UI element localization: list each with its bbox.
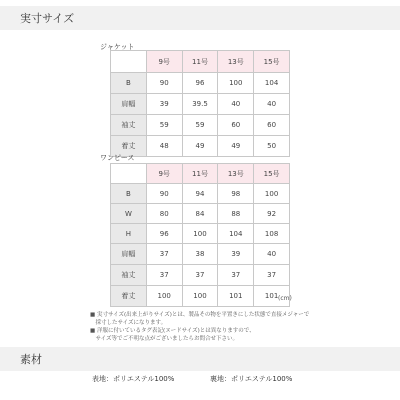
measurement-label: W [111, 204, 147, 224]
measurement-value: 40 [254, 244, 290, 265]
measurement-label: 肩幅 [111, 244, 147, 265]
measurement-value: 40 [218, 94, 254, 115]
measurement-value: 92 [254, 204, 290, 224]
measurement-value: 90 [146, 184, 182, 204]
measurement-value: 50 [254, 136, 290, 157]
table-header-row [111, 164, 290, 184]
measurement-value: 39 [146, 94, 182, 115]
outer-fabric-value: ポリエステル100% [113, 375, 175, 383]
table-row [111, 73, 290, 94]
measurement-label: H [111, 224, 147, 244]
measurement-value: 40 [254, 94, 290, 115]
measurement-value: 100 [146, 286, 182, 307]
table-header-row [111, 51, 290, 73]
measurement-value: 60 [254, 115, 290, 136]
measurement-label: 袖丈 [111, 115, 147, 136]
measurement-value: 90 [146, 73, 182, 94]
jacket-size-table [110, 50, 290, 157]
size-header-cell: 9号 [146, 51, 182, 73]
measurement-value: 88 [218, 204, 254, 224]
table-row [111, 286, 290, 307]
material-section-title: 素材 [20, 353, 42, 366]
measurement-value: 59 [182, 115, 218, 136]
measurement-value: 104 [218, 224, 254, 244]
material-section-header [0, 347, 400, 371]
lining-fabric-value: ポリエステル100% [231, 375, 293, 383]
size-notes [90, 311, 330, 343]
measurement-value: 37 [254, 265, 290, 286]
measurement-value: 37 [146, 265, 182, 286]
measurement-value: 94 [182, 184, 218, 204]
measurement-value: 49 [182, 136, 218, 157]
measurement-value: 101 [218, 286, 254, 307]
jacket-table-caption: ジャケット [100, 43, 135, 51]
measurement-value: 100 [218, 73, 254, 94]
note-line: サイズ等でご不明な点がございましたらお問合せ下さい。 [90, 336, 239, 342]
table-row [111, 136, 290, 157]
measurement-value: 39.5 [182, 94, 218, 115]
measurement-label: B [111, 73, 147, 94]
table-row [111, 244, 290, 265]
table-row [111, 224, 290, 244]
measurement-value: 49 [218, 136, 254, 157]
note-line: ■ 実寸サイズ(出来上がりサイズ)とは、製品その物を平置きにした状態で直接メジャーで [90, 312, 310, 318]
table-row [111, 184, 290, 204]
measurement-value: 104 [254, 73, 290, 94]
size-header-cell: 15号 [254, 164, 290, 184]
size-header-cell: 13号 [218, 164, 254, 184]
onepiece-table-caption: ワンピース [100, 154, 135, 162]
measurement-value: 60 [218, 115, 254, 136]
measurement-value: 37 [218, 265, 254, 286]
measurement-value: 48 [146, 136, 182, 157]
measurement-value: 100 [182, 286, 218, 307]
size-section-header [0, 6, 400, 30]
size-header-cell: 11号 [182, 51, 218, 73]
measurement-value: 80 [146, 204, 182, 224]
size-header-cell: 9号 [146, 164, 182, 184]
measurement-value: 39 [218, 244, 254, 265]
note-line: 採寸したサイズになります。 [90, 320, 167, 326]
lining-fabric-label: 裏地： [210, 375, 231, 383]
measurement-value: 100 [254, 184, 290, 204]
size-header-cell: 15号 [254, 51, 290, 73]
measurement-value: 59 [146, 115, 182, 136]
measurement-label: B [111, 184, 147, 204]
measurement-value: 37 [182, 265, 218, 286]
lining-fabric [210, 374, 292, 384]
table-corner-cell [111, 164, 147, 184]
table-corner-cell [111, 51, 147, 73]
measurement-label: 着丈 [111, 286, 147, 307]
measurement-value: 37 [146, 244, 182, 265]
measurement-value: 96 [146, 224, 182, 244]
note-line: ■ 洋服に付いているタグ表記(ヌードサイズ)とは異なりますので、 [90, 328, 255, 334]
measurement-value: 38 [182, 244, 218, 265]
table-row [111, 115, 290, 136]
measurement-value: 101 [254, 286, 290, 307]
outer-fabric-label: 表地： [92, 375, 113, 383]
unit-label: (cm) [278, 295, 292, 302]
measurement-value: 100 [182, 224, 218, 244]
table-row [111, 204, 290, 224]
size-header-cell: 11号 [182, 164, 218, 184]
table-row [111, 265, 290, 286]
measurement-value: 96 [182, 73, 218, 94]
size-header-cell: 13号 [218, 51, 254, 73]
measurement-label: 袖丈 [111, 265, 147, 286]
measurement-label: 肩幅 [111, 94, 147, 115]
measurement-value: 84 [182, 204, 218, 224]
measurement-label: 着丈 [111, 136, 147, 157]
onepiece-size-table [110, 163, 290, 307]
measurement-value: 108 [254, 224, 290, 244]
table-row [111, 94, 290, 115]
size-section-title: 実寸サイズ [20, 12, 75, 25]
outer-fabric [92, 374, 174, 384]
measurement-value: 98 [218, 184, 254, 204]
